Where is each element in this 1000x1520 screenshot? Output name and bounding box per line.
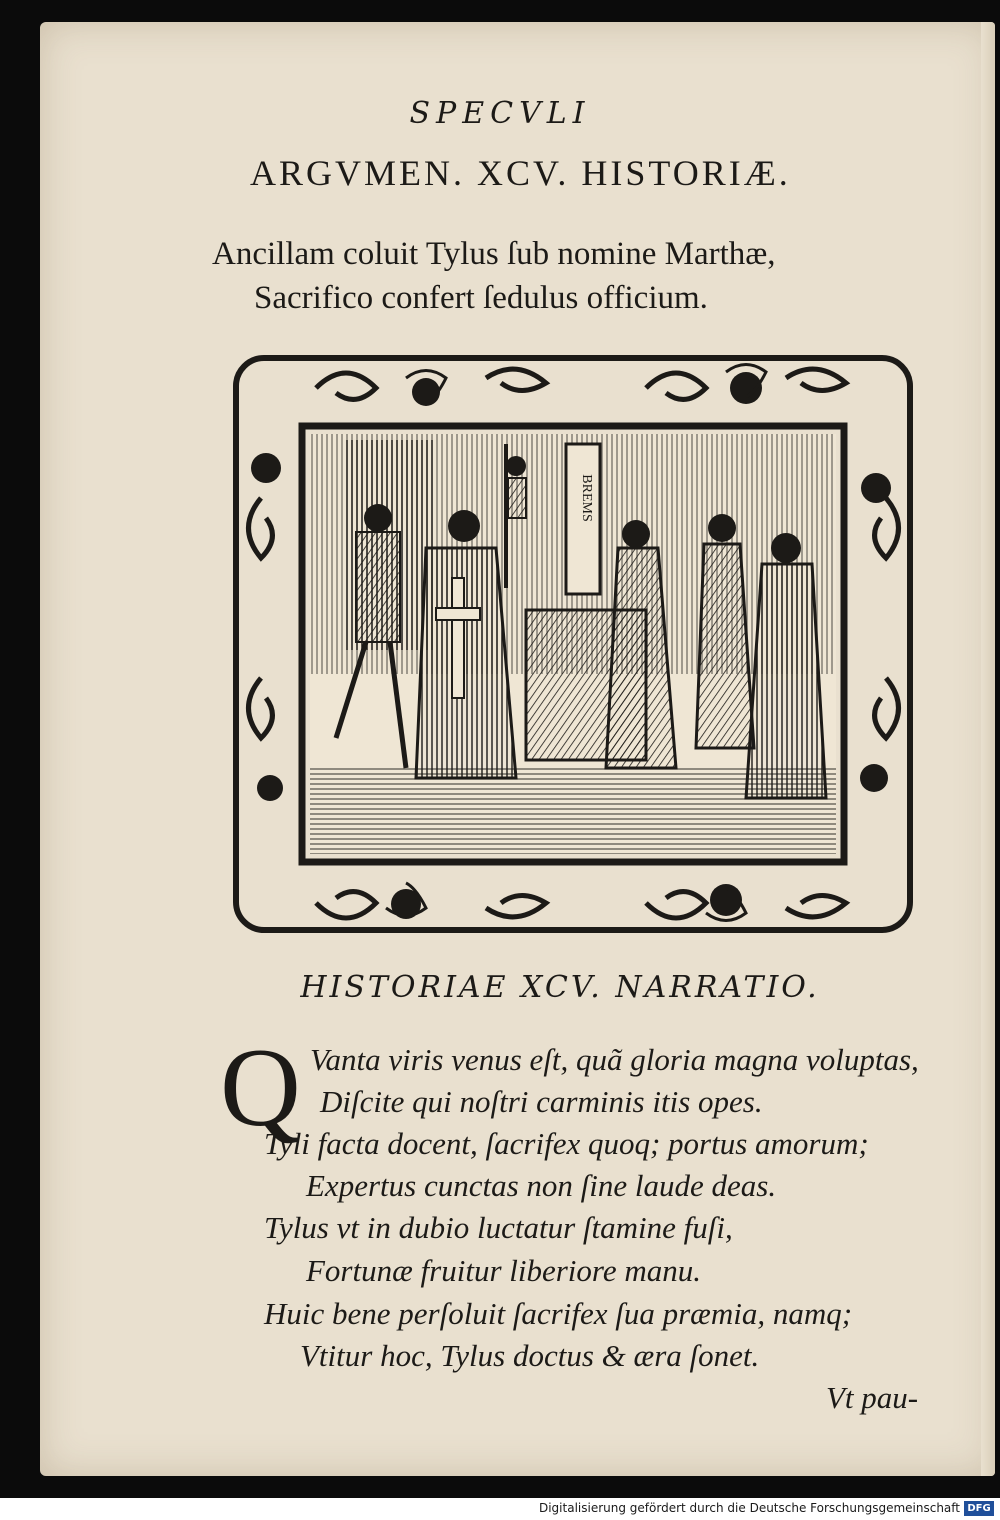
page-edge [981,22,995,1476]
verse-line-7: Huic bene perſoluit ſacrifex ſua præmia, namq; [264,1296,853,1331]
verse-line-1: Vanta viris venus eſt, quã gloria magna voluptas, [310,1042,919,1077]
verse-line-5: Tylus vt in dubio luctatur ſtamine fuſi, [264,1210,733,1245]
verse-line-6: Fortunæ fruitur liberiore manu. [306,1253,701,1288]
banner-text: BREMS [579,474,594,522]
drop-cap: Q [220,1026,301,1150]
footer-bar [0,1498,1000,1520]
argument-line-1: Ancillam coluit Tylus ſub nomine Marthæ, [212,236,776,272]
verse-line-3: Tyli facta docent, ſacrifex quoq; portus amorum; [264,1126,869,1161]
verse-line-4: Expertus cunctas non ſine laude deas. [306,1168,777,1203]
catchword: Vt pau- [826,1380,919,1415]
verse-line-2: Diſcite qui noſtri carminis itis opes. [320,1084,763,1119]
woodcut-scene [310,434,836,854]
argument-line-2: Sacrifico confert ſedulus officium. [254,280,708,316]
verse-line-8: Vtitur hoc, Tylus doctus & æra ſonet. [300,1338,760,1373]
dfg-logo: DFG [964,1501,994,1516]
chapter-title: ARGVMEN. XCV. HISTORIÆ. [250,153,791,193]
narratio-heading: HISTORIAE XCV. NARRATIO. [300,970,820,1005]
woodcut-illustration [226,348,920,940]
footer-credit: Digitalisierung gefördert durch die Deutsche Forschungsgemeinschaft [538,1501,960,1515]
running-head: SPECVLI [409,96,591,131]
